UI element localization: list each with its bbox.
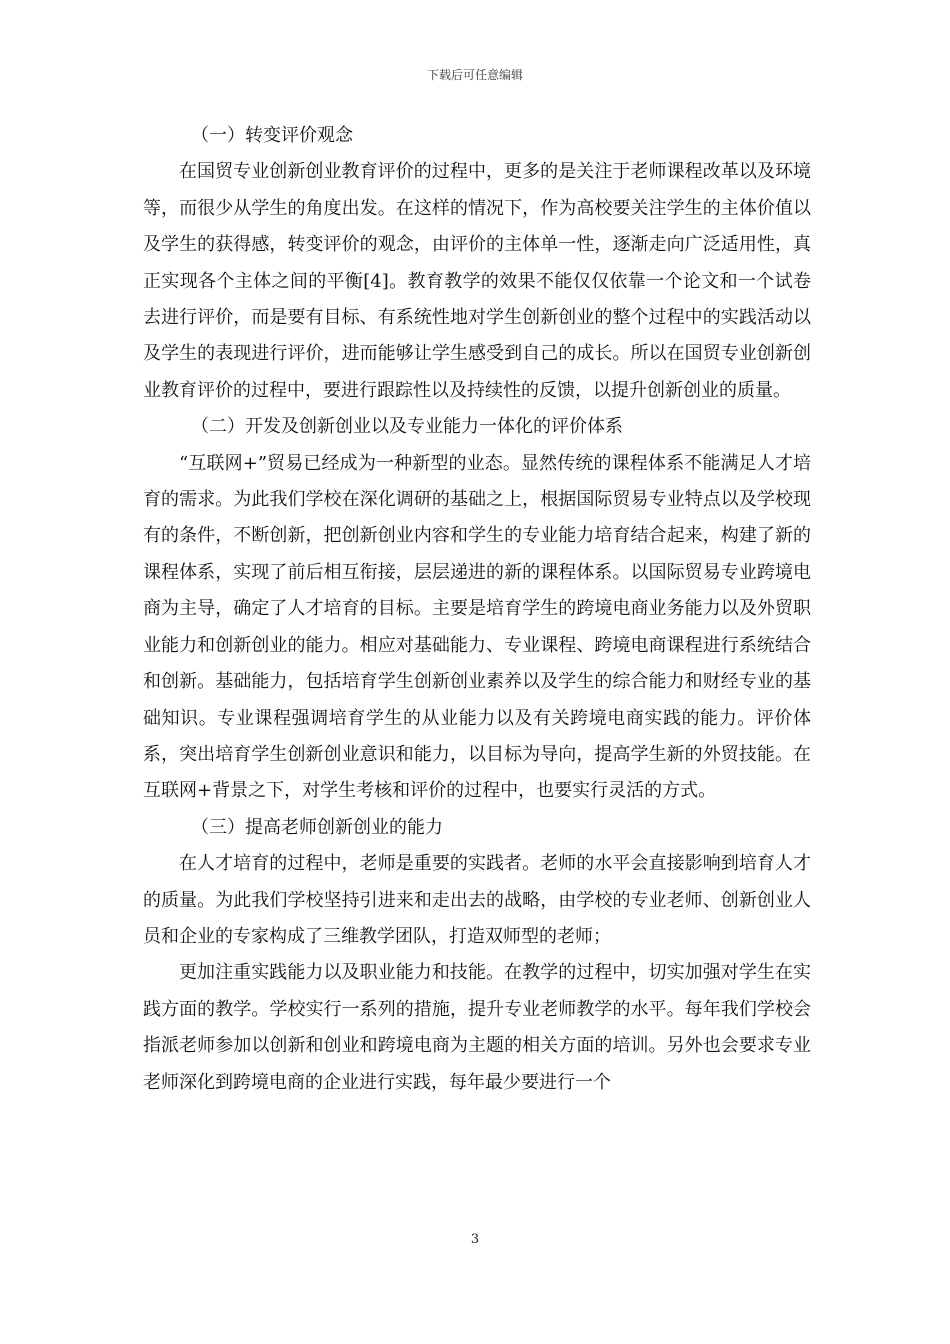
page-number: 3 (470, 1232, 480, 1247)
section-heading-1: （一）转变评价观念 (191, 125, 353, 146)
section-1-paragraph-1: 在国贸专业创新创业教育评价的过程中，更多的是关注于老师课程改革以及环境等，而很少从学生的角度出发。在这样的情况下，作为高校要关注学生的主体价值以及学生的获得感，转变评价的观念，由评价的主体单一性，逐渐走向广泛适用性，真正实现各个主体之间的平衡[4]。教育教学的效果不能仅仅依靠一个论文和一个试卷去进行评价，而是要有目标、有系统性地对学生创新创业的整个过程中的实践活动以及学生的表现进行评价，进而能够让学生感受到自己的成长。所以在国贸专业创新创业教育评价的过程中，要进行跟踪性以及持续性的反馈，以提升创新创业的质量。 (143, 161, 811, 401)
section-2-paragraph-1: “互联网+”贸易已经成为一种新型的业态。显然传统的课程体系不能满足人才培育的需求。为此我们学校在深化调研的基础之上，根据国际贸易专业特点以及学校现有的条件，不断创新，把创新创业内容和学生的专业能力培育结合起来，构建了新的课程体系，实现了前后相互衔接，层层递进的新的课程体系。以国际贸易专业跨境电商为主导，确定了人才培育的目标。主要是培育学生的跨境电商业务能力以及外贸职业能力和创新创业的能力。相应对基础能力、专业课程、跨境电商课程进行系统结合和创新。基础能力，包括培育学生创新创业素养以及学生的综合能力和财经专业的基础知识。专业课程强调培育学生的从业能力以及有关跨境电商实践的能力。评价体系，突出培育学生创新创业意识和能力，以目标为导向，提高学生新的外贸技能。在互联网+背景之下，对学生考核和评价的过程中，也要实行灵活的方式。 (143, 452, 811, 802)
section-3-paragraph-1: 在人才培育的过程中，老师是重要的实践者。老师的水平会直接影响到培育人才的质量。为此我们学校坚持引进来和走出去的战略，由学校的专业老师、创新创业人员和企业的专家构成了三维教学团队，打造双师型的老师； (143, 853, 811, 947)
page-header-note: 下载后可任意编辑 (426, 68, 523, 82)
section-3-paragraph-2: 更加注重实践能力以及职业能力和技能。在教学的过程中，切实加强对学生在实践方面的教学。学校实行一系列的措施，提升专业老师教学的水平。每年我们学校会指派老师参加以创新和创业和跨境电商为主题的相关方面的培训。另外也会要求专业老师深化到跨境电商的企业进行实践，每年最少要进行一个 (143, 962, 811, 1093)
document-body (143, 118, 811, 1101)
section-heading-2: （二）开发及创新创业以及专业能力一体化的评价体系 (191, 416, 623, 438)
section-heading-3: （三）提高老师创新创业的能力 (191, 816, 443, 838)
